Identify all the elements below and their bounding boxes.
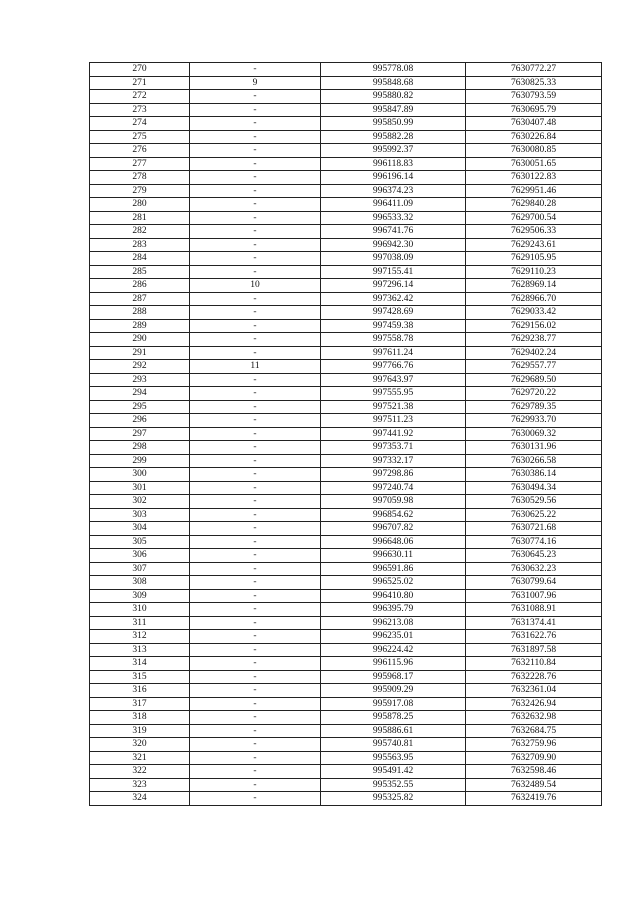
y-coordinate-cell: 7630695.79 [466,103,602,117]
y-coordinate-cell: 7632684.75 [466,724,602,738]
x-coordinate-cell: 995491.42 [321,765,466,779]
table-row [90,76,602,90]
y-coordinate-cell: 7630069.32 [466,427,602,441]
y-coordinate-cell: 7630226.84 [466,130,602,144]
point-number-cell: 303 [90,508,190,522]
x-coordinate-cell: 997511.23 [321,414,466,428]
marker-cell: - [190,751,321,765]
marker-cell: 11 [190,360,321,374]
table-row [90,306,602,320]
point-number-cell: 312 [90,630,190,644]
marker-cell: - [190,117,321,131]
y-coordinate-cell: 7629933.70 [466,414,602,428]
table-row [90,657,602,671]
marker-cell: - [190,508,321,522]
point-number-cell: 298 [90,441,190,455]
table-row [90,711,602,725]
x-coordinate-cell: 997459.38 [321,319,466,333]
marker-cell: - [190,333,321,347]
marker-cell: - [190,454,321,468]
x-coordinate-cell: 997521.38 [321,400,466,414]
table-row [90,400,602,414]
point-number-cell: 320 [90,738,190,752]
y-coordinate-cell: 7632426.94 [466,697,602,711]
y-coordinate-cell: 7629110.23 [466,265,602,279]
y-coordinate-cell: 7629238.77 [466,333,602,347]
x-coordinate-cell: 997643.97 [321,373,466,387]
y-coordinate-cell: 7632598.46 [466,765,602,779]
x-coordinate-cell: 995992.37 [321,144,466,158]
x-coordinate-cell: 996630.11 [321,549,466,563]
point-number-cell: 293 [90,373,190,387]
marker-cell: - [190,562,321,576]
x-coordinate-cell: 997332.17 [321,454,466,468]
point-number-cell: 315 [90,670,190,684]
marker-cell: - [190,468,321,482]
marker-cell: - [190,427,321,441]
y-coordinate-cell: 7629033.42 [466,306,602,320]
table-row [90,63,602,77]
marker-cell: - [190,306,321,320]
table-row [90,589,602,603]
x-coordinate-cell: 997296.14 [321,279,466,293]
point-number-cell: 283 [90,238,190,252]
y-coordinate-cell: 7630774.16 [466,535,602,549]
point-number-cell: 284 [90,252,190,266]
point-number-cell: 287 [90,292,190,306]
x-coordinate-cell: 995778.08 [321,63,466,77]
x-coordinate-cell: 995847.89 [321,103,466,117]
marker-cell: - [190,616,321,630]
x-coordinate-cell: 997611.24 [321,346,466,360]
point-number-cell: 306 [90,549,190,563]
table-row [90,670,602,684]
table-row [90,441,602,455]
marker-cell: - [190,724,321,738]
point-number-cell: 307 [90,562,190,576]
x-coordinate-cell: 996707.82 [321,522,466,536]
point-number-cell: 285 [90,265,190,279]
point-number-cell: 304 [90,522,190,536]
marker-cell: - [190,657,321,671]
x-coordinate-cell: 997353.71 [321,441,466,455]
x-coordinate-cell: 996591.86 [321,562,466,576]
point-number-cell: 300 [90,468,190,482]
y-coordinate-cell: 7629720.22 [466,387,602,401]
y-coordinate-cell: 7630266.58 [466,454,602,468]
table-row [90,603,602,617]
y-coordinate-cell: 7630772.27 [466,63,602,77]
point-number-cell: 291 [90,346,190,360]
marker-cell: - [190,576,321,590]
marker-cell: - [190,711,321,725]
marker-cell: - [190,130,321,144]
y-coordinate-cell: 7632110.84 [466,657,602,671]
y-coordinate-cell: 7629840.28 [466,198,602,212]
x-coordinate-cell: 997240.74 [321,481,466,495]
marker-cell: - [190,400,321,414]
x-coordinate-cell: 996395.79 [321,603,466,617]
point-number-cell: 314 [90,657,190,671]
marker-cell: - [190,697,321,711]
y-coordinate-cell: 7631088.91 [466,603,602,617]
marker-cell: - [190,643,321,657]
y-coordinate-cell: 7632419.76 [466,792,602,806]
point-number-cell: 319 [90,724,190,738]
table-row [90,427,602,441]
point-number-cell: 288 [90,306,190,320]
point-number-cell: 289 [90,319,190,333]
table-row [90,130,602,144]
marker-cell: - [190,630,321,644]
x-coordinate-cell: 997766.76 [321,360,466,374]
table-row [90,468,602,482]
x-coordinate-cell: 995352.55 [321,778,466,792]
point-number-cell: 322 [90,765,190,779]
table-row [90,360,602,374]
table-row [90,225,602,239]
y-coordinate-cell: 7629951.46 [466,184,602,198]
marker-cell: - [190,292,321,306]
x-coordinate-cell: 996525.02 [321,576,466,590]
x-coordinate-cell: 996854.62 [321,508,466,522]
table-row [90,684,602,698]
x-coordinate-cell: 995848.68 [321,76,466,90]
y-coordinate-cell: 7632228.76 [466,670,602,684]
y-coordinate-cell: 7630494.34 [466,481,602,495]
x-coordinate-cell: 997155.41 [321,265,466,279]
table-row [90,144,602,158]
table-row [90,765,602,779]
point-number-cell: 323 [90,778,190,792]
point-number-cell: 292 [90,360,190,374]
point-number-cell: 316 [90,684,190,698]
marker-cell: - [190,211,321,225]
y-coordinate-cell: 7630080.85 [466,144,602,158]
y-coordinate-cell: 7632759.96 [466,738,602,752]
x-coordinate-cell: 996411.09 [321,198,466,212]
table-row [90,292,602,306]
x-coordinate-cell: 997555.95 [321,387,466,401]
x-coordinate-cell: 996235.01 [321,630,466,644]
x-coordinate-cell: 996196.14 [321,171,466,185]
y-coordinate-cell: 7631374.41 [466,616,602,630]
point-number-cell: 309 [90,589,190,603]
y-coordinate-cell: 7631007.96 [466,589,602,603]
table-row [90,549,602,563]
x-coordinate-cell: 997441.92 [321,427,466,441]
marker-cell: - [190,346,321,360]
y-coordinate-cell: 7631622.76 [466,630,602,644]
x-coordinate-cell: 997558.78 [321,333,466,347]
marker-cell: - [190,184,321,198]
marker-cell: - [190,738,321,752]
x-coordinate-cell: 995325.82 [321,792,466,806]
marker-cell: - [190,225,321,239]
point-number-cell: 317 [90,697,190,711]
marker-cell: - [190,589,321,603]
table-row [90,738,602,752]
y-coordinate-cell: 7630799.64 [466,576,602,590]
table-row [90,630,602,644]
table-row [90,211,602,225]
point-number-cell: 277 [90,157,190,171]
x-coordinate-cell: 995886.61 [321,724,466,738]
table-row [90,319,602,333]
marker-cell: - [190,670,321,684]
point-number-cell: 279 [90,184,190,198]
y-coordinate-cell: 7630625.22 [466,508,602,522]
table-row [90,90,602,104]
y-coordinate-cell: 7632709.90 [466,751,602,765]
marker-cell: - [190,522,321,536]
y-coordinate-cell: 7630051.65 [466,157,602,171]
point-number-cell: 278 [90,171,190,185]
y-coordinate-cell: 7629243.61 [466,238,602,252]
y-coordinate-cell: 7630825.33 [466,76,602,90]
marker-cell: - [190,549,321,563]
point-number-cell: 324 [90,792,190,806]
point-number-cell: 295 [90,400,190,414]
marker-cell: - [190,157,321,171]
x-coordinate-cell: 997428.69 [321,306,466,320]
y-coordinate-cell: 7629506.33 [466,225,602,239]
point-number-cell: 313 [90,643,190,657]
point-number-cell: 321 [90,751,190,765]
x-coordinate-cell: 995882.28 [321,130,466,144]
x-coordinate-cell: 996224.42 [321,643,466,657]
y-coordinate-cell: 7629156.02 [466,319,602,333]
y-coordinate-cell: 7630632.23 [466,562,602,576]
marker-cell: - [190,319,321,333]
x-coordinate-cell: 996942.30 [321,238,466,252]
table-row [90,724,602,738]
y-coordinate-cell: 7630131.96 [466,441,602,455]
y-coordinate-cell: 7630122.83 [466,171,602,185]
x-coordinate-cell: 996741.76 [321,225,466,239]
table-row [90,373,602,387]
marker-cell: - [190,265,321,279]
coordinates-table [89,62,602,806]
marker-cell: 9 [190,76,321,90]
table-row [90,495,602,509]
x-coordinate-cell: 995878.25 [321,711,466,725]
point-number-cell: 273 [90,103,190,117]
marker-cell: - [190,684,321,698]
x-coordinate-cell: 995563.95 [321,751,466,765]
y-coordinate-cell: 7630645.23 [466,549,602,563]
table-row [90,778,602,792]
y-coordinate-cell: 7630721.68 [466,522,602,536]
table-row [90,751,602,765]
point-number-cell: 311 [90,616,190,630]
table-row [90,562,602,576]
point-number-cell: 271 [90,76,190,90]
point-number-cell: 281 [90,211,190,225]
y-coordinate-cell: 7630386.14 [466,468,602,482]
marker-cell: - [190,90,321,104]
table-row [90,454,602,468]
table-row [90,333,602,347]
y-coordinate-cell: 7632632.98 [466,711,602,725]
x-coordinate-cell: 996118.83 [321,157,466,171]
table-row [90,157,602,171]
y-coordinate-cell: 7628966.70 [466,292,602,306]
marker-cell: - [190,387,321,401]
table-row [90,346,602,360]
point-number-cell: 299 [90,454,190,468]
y-coordinate-cell: 7629689.50 [466,373,602,387]
marker-cell: - [190,765,321,779]
x-coordinate-cell: 997059.98 [321,495,466,509]
y-coordinate-cell: 7629789.35 [466,400,602,414]
x-coordinate-cell: 995850.99 [321,117,466,131]
x-coordinate-cell: 995740.81 [321,738,466,752]
y-coordinate-cell: 7629402.24 [466,346,602,360]
x-coordinate-cell: 995880.82 [321,90,466,104]
table-row [90,481,602,495]
x-coordinate-cell: 995909.29 [321,684,466,698]
table-row [90,508,602,522]
marker-cell: - [190,603,321,617]
y-coordinate-cell: 7628969.14 [466,279,602,293]
marker-cell: - [190,495,321,509]
point-number-cell: 276 [90,144,190,158]
point-number-cell: 296 [90,414,190,428]
table-row [90,252,602,266]
table-row [90,643,602,657]
y-coordinate-cell: 7629557.77 [466,360,602,374]
table-row [90,103,602,117]
table-row [90,535,602,549]
point-number-cell: 270 [90,63,190,77]
marker-cell: - [190,252,321,266]
marker-cell: - [190,198,321,212]
x-coordinate-cell: 996410.80 [321,589,466,603]
marker-cell: - [190,441,321,455]
marker-cell: - [190,238,321,252]
table-row [90,792,602,806]
point-number-cell: 308 [90,576,190,590]
y-coordinate-cell: 7632361.04 [466,684,602,698]
table-row [90,697,602,711]
table-row [90,279,602,293]
x-coordinate-cell: 995968.17 [321,670,466,684]
y-coordinate-cell: 7629105.95 [466,252,602,266]
x-coordinate-cell: 997298.86 [321,468,466,482]
point-number-cell: 275 [90,130,190,144]
point-number-cell: 290 [90,333,190,347]
point-number-cell: 282 [90,225,190,239]
table-row [90,387,602,401]
point-number-cell: 318 [90,711,190,725]
y-coordinate-cell: 7632489.54 [466,778,602,792]
marker-cell: - [190,171,321,185]
marker-cell: - [190,373,321,387]
point-number-cell: 274 [90,117,190,131]
coordinates-table-body [90,63,602,806]
point-number-cell: 302 [90,495,190,509]
table-row [90,238,602,252]
x-coordinate-cell: 997038.09 [321,252,466,266]
y-coordinate-cell: 7630529.56 [466,495,602,509]
marker-cell: - [190,414,321,428]
table-row [90,522,602,536]
marker-cell: - [190,103,321,117]
x-coordinate-cell: 996374.23 [321,184,466,198]
table-row [90,198,602,212]
point-number-cell: 297 [90,427,190,441]
marker-cell: - [190,63,321,77]
marker-cell: - [190,792,321,806]
x-coordinate-cell: 996213.08 [321,616,466,630]
marker-cell: - [190,481,321,495]
y-coordinate-cell: 7631897.58 [466,643,602,657]
table-row [90,171,602,185]
point-number-cell: 310 [90,603,190,617]
point-number-cell: 286 [90,279,190,293]
table-row [90,265,602,279]
marker-cell: 10 [190,279,321,293]
x-coordinate-cell: 996648.06 [321,535,466,549]
y-coordinate-cell: 7629700.54 [466,211,602,225]
point-number-cell: 305 [90,535,190,549]
table-row [90,117,602,131]
point-number-cell: 301 [90,481,190,495]
y-coordinate-cell: 7630793.59 [466,90,602,104]
x-coordinate-cell: 996533.32 [321,211,466,225]
x-coordinate-cell: 997362.42 [321,292,466,306]
marker-cell: - [190,778,321,792]
x-coordinate-cell: 996115.96 [321,657,466,671]
table-row [90,616,602,630]
table-row [90,576,602,590]
marker-cell: - [190,535,321,549]
point-number-cell: 280 [90,198,190,212]
table-row [90,414,602,428]
x-coordinate-cell: 995917.08 [321,697,466,711]
table-row [90,184,602,198]
marker-cell: - [190,144,321,158]
point-number-cell: 272 [90,90,190,104]
y-coordinate-cell: 7630407.48 [466,117,602,131]
point-number-cell: 294 [90,387,190,401]
